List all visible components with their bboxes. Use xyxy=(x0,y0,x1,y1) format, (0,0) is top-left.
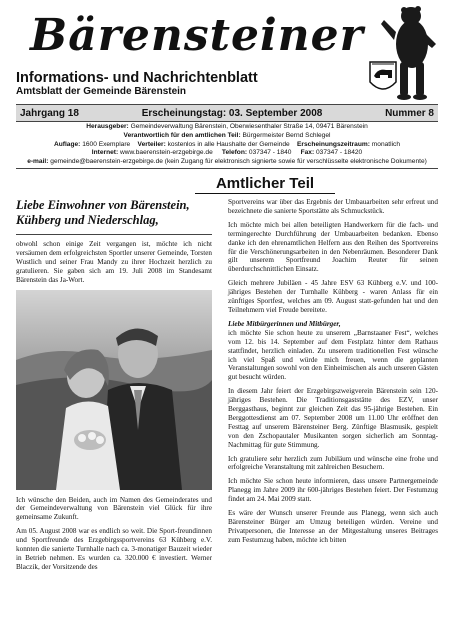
article-paragraph: obwohl schon einige Zeit vergangen ist, möchte ich nicht versäumen dem erfolgreichsten Sportler unserer Gemeinde, Torsten Wustlich und seiner Frau Mandy zu ihrer Hochzeit herzlich zu gratulieren. Sie gaben sich am 19. Juli 2008 im Standesamt Bärenstein das Ja-Wort. xyxy=(16,240,212,284)
imprint-responsible xyxy=(16,132,438,141)
imprint-publisher xyxy=(16,123,438,132)
newspaper-subtitle: Informations- und Nachrichtenblatt xyxy=(16,70,258,86)
issue-bar xyxy=(16,104,438,122)
article-paragraph: Es wäre der Wunsch unserer Freunde aus Planegg, wenn sich auch Bärensteiner Bürger am Umzug beteiligen würden. Vereine und Privatpersonen, die Interesse an der Mitgestaltung unseres Beitrages zum Festumzug haben, möchte ich bitten xyxy=(228,509,438,544)
imprint-email xyxy=(16,158,438,167)
imprint-zeitraum-label: Erscheinungszeitraum: xyxy=(297,140,370,148)
section-title: Amtlicher Teil xyxy=(195,175,335,194)
imprint-fax: 037347 - 18420 xyxy=(316,149,363,157)
imprint-email-label: e-mail: xyxy=(27,158,49,166)
imprint-responsible-text: Bürgermeister Bernd Schlegel xyxy=(242,131,331,139)
left-column xyxy=(16,198,212,577)
right-column xyxy=(228,198,438,550)
paragraph-lead-body: ich möchte Sie schon heute zu unserem „Barnstaaner Fest“, welches vom 12. bis 14. September auf dem Festplatz hinter dem Rathaus stattfindet, herzlich einladen. Zu unserem traditionellen Fest wünsche ich viel Spaß und würde mich freuen, wenn die geplanten Veranstaltungen sowohl von den Einheimischen als auch unseren Gästen gut besucht würden. xyxy=(228,328,438,382)
imprint-zeitraum-text: monatlich xyxy=(371,140,401,148)
article-paragraph: Ich möchte Sie schon heute informieren, dass unsere Partnergemeinde Planegg im Jahre 2009 ihr 600-jähriges Bestehen feiert. Der Festumzug findet am 24. Mai 2009 statt. xyxy=(228,477,438,504)
article-headline: Liebe Einwohner von Bärenstein, Kühberg und Niederschlag, xyxy=(16,198,190,227)
article-paragraph-lead xyxy=(228,320,438,382)
imprint xyxy=(16,123,438,169)
article-paragraph: Ich wünsche den Beiden, auch im Namen des Gemeinderates und der Gemeindeverwaltung von Bärenstein viel Glück für ihre gemeinsame Zukunft. xyxy=(16,495,212,522)
imprint-responsible-label: Verantwortlich für den amtlichen Teil: xyxy=(123,131,241,139)
imprint-verteiler-label: Verteiler: xyxy=(137,140,166,148)
standing-bear-icon xyxy=(356,2,446,102)
wedding-photo xyxy=(16,290,212,490)
issue-date: Erscheinungstag: 03. September 2008 xyxy=(141,107,323,119)
imprint-phone: 037347 - 1840 xyxy=(248,149,292,157)
article-paragraph: Sportvereins war über das Ergebnis der Umbauarbeiten sehr erfreut und bezeichnete die sanierte Sportstätte als Schmuckstück. xyxy=(228,198,438,215)
issue-volume: Jahrgang 18 xyxy=(20,107,79,119)
imprint-fax-label: Fax: xyxy=(300,149,315,157)
article-paragraph: Ich gratuliere sehr herzlich zum Jubiläum und wünsche eine frohe und erfolgreiche Veranstaltung mit zahlreichen Besuchern. xyxy=(228,454,438,472)
imprint-internet-label: Internet: xyxy=(91,149,119,157)
issue-number: Nummer 8 xyxy=(385,107,434,119)
newspaper-subsubtitle: Amtsblatt der Gemeinde Bärenstein xyxy=(16,86,187,97)
newspaper-title: Bärensteiner xyxy=(30,10,364,61)
imprint-website-link[interactable]: www.baerenstein-erzgebirge.de xyxy=(120,149,213,157)
imprint-auflage-label: Auflage: xyxy=(53,140,81,148)
imprint-contact xyxy=(16,149,438,158)
imprint-email-link[interactable]: gemeinde@baerenstein-erzgebirge.de (kein Zugang für elektronisch signierte sowie für verschlüsselte elektronische Dokumente) xyxy=(50,158,427,166)
imprint-verteiler-text: kostenlos in alle Haushalte der Gemeinde xyxy=(167,140,290,148)
headline-divider xyxy=(16,234,212,235)
article-paragraph: Gleich mehrere Jubiläen - 45 Jahre ESV 63 Kühberg e.V. und 100-jähriges Bestehen der Turnhalle Kühberg - waren Anlass für ein zünftiges Sportfest, welches am 09. August statt-gefunden hat und den Teilnehmern viel Freude bereitete. xyxy=(228,279,438,314)
article-paragraph: Ich möchte mich bei allen beteiligten Handwerkern für die fach- und termingerechte Durchführung der Umbauarbeiten bedanken. Ebenso danke ich den ehrenamtlichen Helfern aus den Reihen des Sportvereins für die Verschönerungsarbeiten in den Nebenräumen. Besonderer Dank gilt unserem Sportfreund Joachim Reuter für seinen überdurchschnittlichen Einsatz. xyxy=(228,220,438,274)
wedding-couple-image xyxy=(16,290,212,490)
imprint-auflage-text: 1600 Exemplare xyxy=(82,140,131,148)
imprint-publisher-text: Gemeindeverwaltung Bärenstein, Oberwiesenthaler Straße 14, 09471 Bärenstein xyxy=(130,123,368,130)
article-paragraph: Am 05. August 2008 war es endlich so weit. Die Sport-freundinnen und Sportfreunde des Erzgebirgssportvereins 63 Kühberg e.V. konnten die sanierte Turnhalle nach ca. 3-monatiger Bauzeit wieder in Betrieb nehmen. Es wurden ca. 320.000 € investiert. Werner Blaczik, der Vorsitzende des xyxy=(16,527,212,571)
paragraph-lead-heading: Liebe Mitbürgerinnen und Mitbürger, xyxy=(228,319,341,328)
masthead xyxy=(0,0,453,100)
bear-crest-icon xyxy=(370,62,396,89)
imprint-publisher-label: Herausgeber: xyxy=(86,123,129,130)
imprint-distribution xyxy=(16,141,438,150)
article-paragraph: In diesem Jahr feiert der Erzgebirgszweigverein Bärenstein sein 120-jähriges Bestehen. Die Traditionsgaststätte des EZV, unser Berggasthaus, beginnt zur gleichen Zeit das 95-jährige Bestehen. Ein Berggottesdienst am 07. September 2008 um 11.00 Uhr eröffnet den Festtag auf unserem Bärensteiner Berg. Zünftige Blasmusik, gespielt von den Zschopautaler Musikanten sorgen sicherlich am Sonntag-Nachmittag für gute Stimmung. xyxy=(228,387,438,449)
imprint-phone-label: Telefon: xyxy=(221,149,248,157)
